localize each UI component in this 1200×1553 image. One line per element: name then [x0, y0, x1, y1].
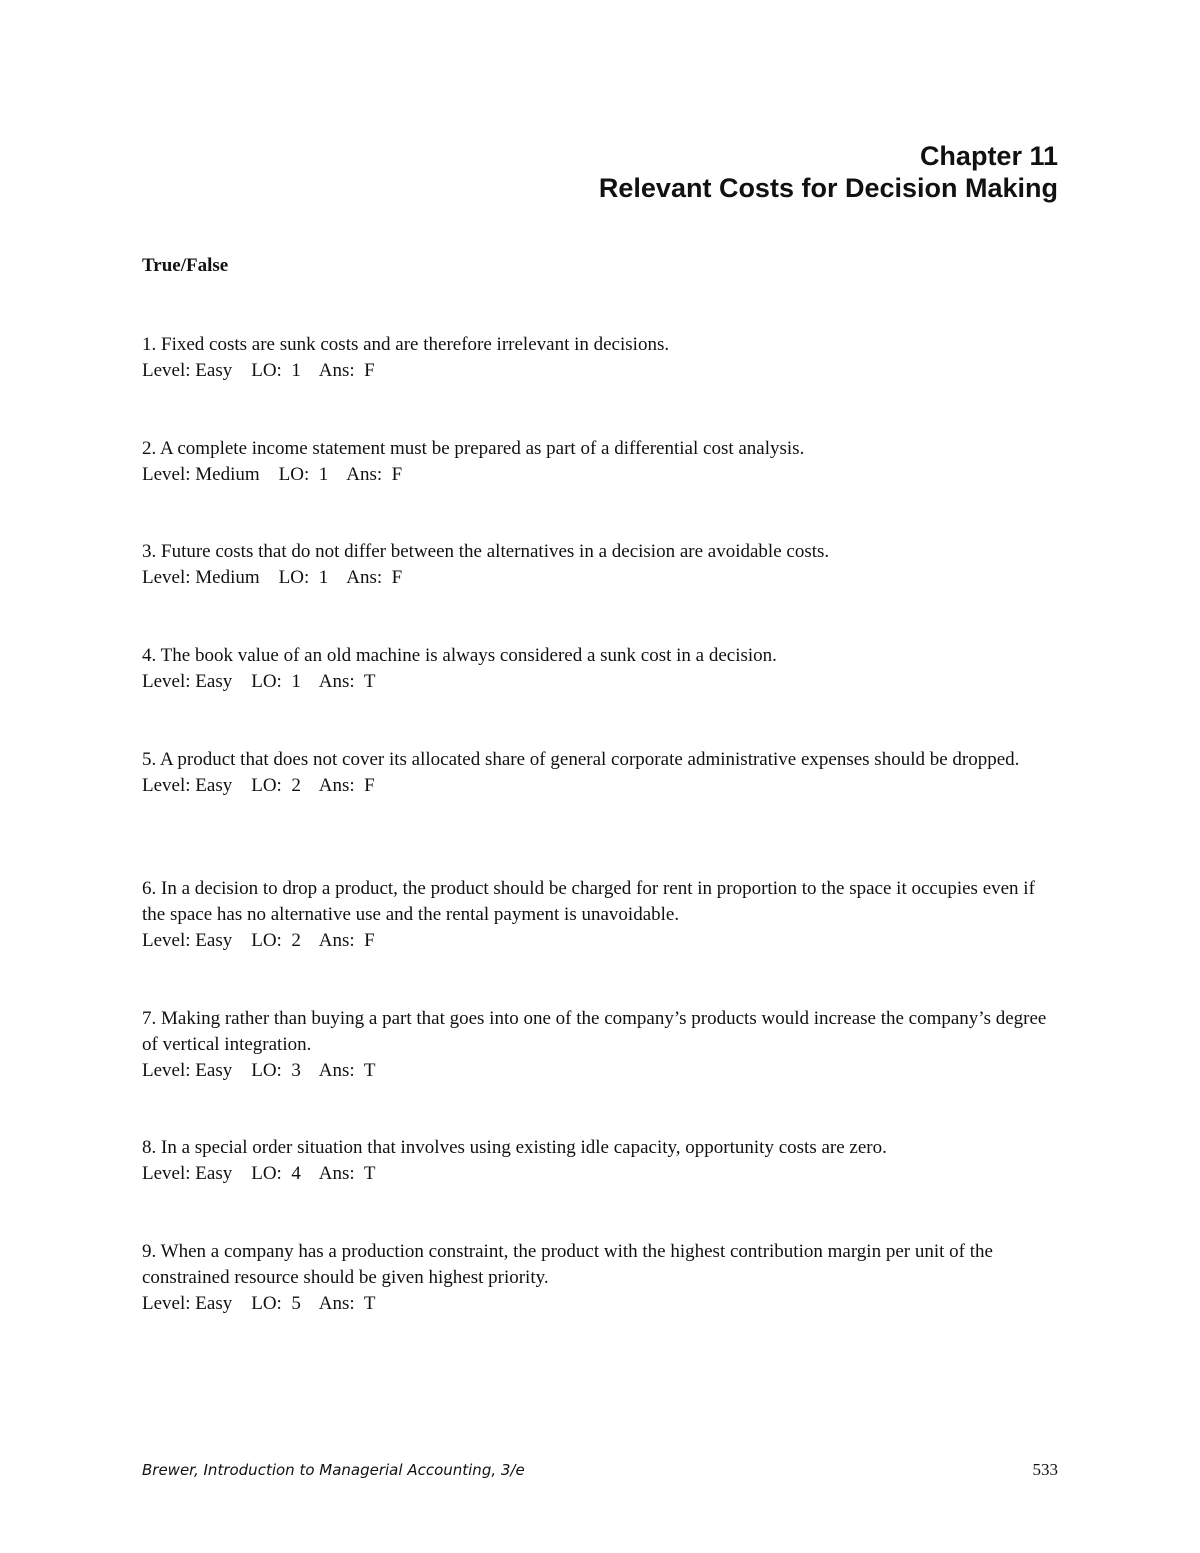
chapter-number: Chapter 11: [919, 141, 1058, 171]
question-text: 5. A product that does not cover its allocated share of general corporate administrative expenses should be dropped.: [142, 749, 1020, 770]
question-text: 6. In a decision to drop a product, the product should be charged for rent in proportion to the space it occupies even if the space has no alternative use and the rental payment is unavoidable.: [142, 878, 1035, 925]
question-text: 8. In a special order situation that involves using existing idle capacity, opportunity costs are zero.: [142, 1137, 887, 1158]
question-text: 1. Fixed costs are sunk costs and are therefore irrelevant in decisions.: [142, 334, 670, 355]
question-text: 2. A complete income statement must be prepared as part of a differential cost analysis.: [142, 438, 805, 459]
question-meta: Level: Easy LO: 1 Ans: T: [142, 671, 376, 692]
question-meta: Level: Medium LO: 1 Ans: F: [142, 567, 403, 588]
question-item: [142, 436, 1062, 488]
question-text: 3. Future costs that do not differ between the alternatives in a decision are avoidable costs.: [142, 541, 830, 562]
question-meta: Level: Easy LO: 5 Ans: T: [142, 1293, 376, 1314]
question-meta: Level: Easy LO: 2 Ans: F: [142, 775, 375, 796]
chapter-title: Relevant Costs for Decision Making: [598, 173, 1058, 203]
question-meta: Level: Easy LO: 1 Ans: F: [142, 360, 375, 381]
footer-source: Brewer, Introduction to Managerial Accounting, 3/e: [142, 1461, 525, 1479]
question-item: [142, 1006, 1062, 1084]
chapter-header: [599, 140, 1058, 204]
question-item: [142, 539, 1062, 591]
question-meta: Level: Medium LO: 1 Ans: F: [142, 464, 403, 485]
question-meta: Level: Easy LO: 2 Ans: F: [142, 930, 375, 951]
question-item: [142, 332, 1062, 384]
page-number: 533: [1032, 1460, 1058, 1479]
question-meta: Level: Easy LO: 4 Ans: T: [142, 1163, 376, 1184]
section-heading: True/False: [142, 255, 229, 276]
question-item: [142, 643, 1062, 695]
question-item: [142, 747, 1062, 799]
question-text: 7. Making rather than buying a part that goes into one of the company’s products would increase the company’s degree of vertical integration.: [142, 1008, 1047, 1055]
question-text: 9. When a company has a production constraint, the product with the highest contribution margin per unit of the constrained resource should be given highest priority.: [142, 1241, 993, 1288]
question-item: [142, 1135, 1062, 1187]
question-item: [142, 876, 1062, 954]
question-text: 4. The book value of an old machine is always considered a sunk cost in a decision.: [142, 645, 777, 666]
question-item: [142, 1239, 1062, 1317]
question-meta: Level: Easy LO: 3 Ans: T: [142, 1060, 376, 1081]
